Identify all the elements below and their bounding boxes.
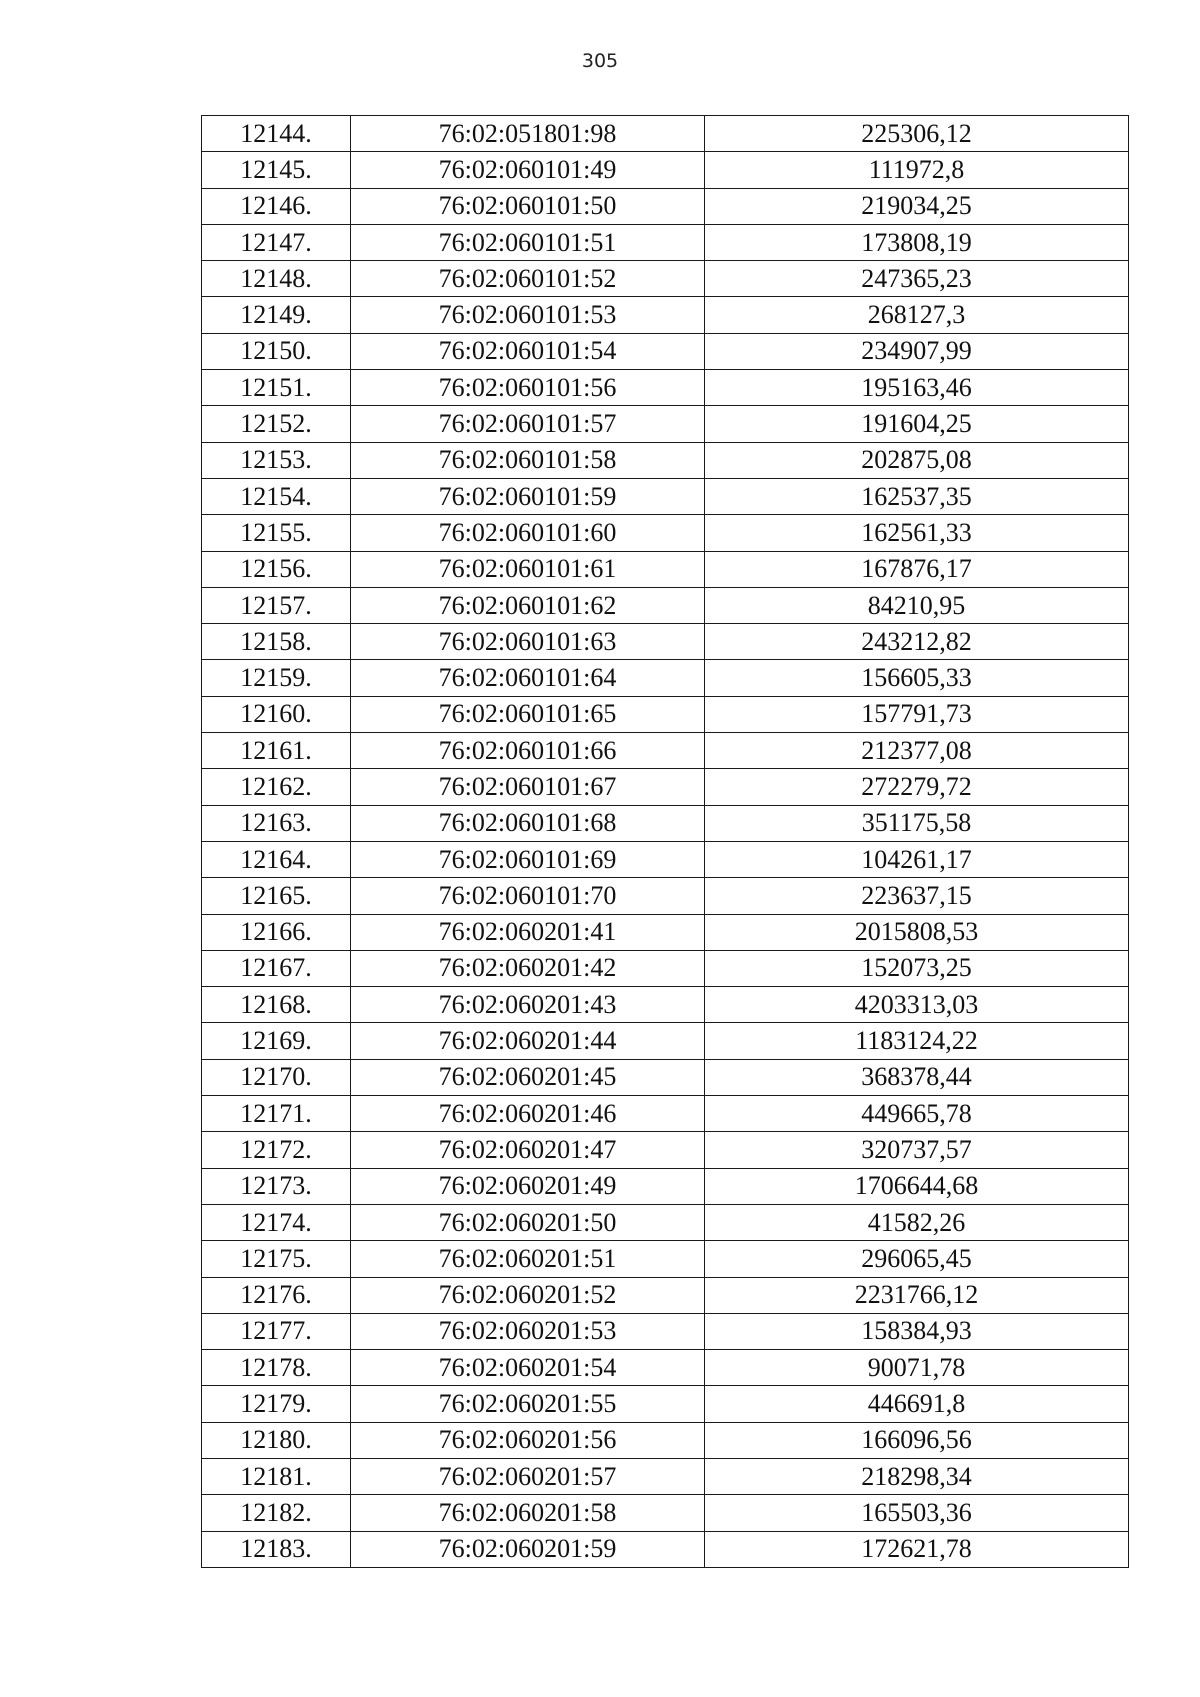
table-row [202, 224, 1129, 260]
row-number-cell: 12157. [202, 587, 351, 623]
row-number-cell: 12154. [202, 478, 351, 514]
cadastral-value-cell: 1706644,68 [705, 1168, 1129, 1204]
cadastral-number-cell: 76:02:060101:64 [351, 660, 705, 696]
cadastral-value-cell: 166096,56 [705, 1422, 1129, 1458]
table-row [202, 1023, 1129, 1059]
cadastral-value-cell: 202875,08 [705, 442, 1129, 478]
table-row [202, 478, 1129, 514]
cadastral-number-cell: 76:02:060101:65 [351, 696, 705, 732]
row-number-cell: 12173. [202, 1168, 351, 1204]
row-number-cell: 12148. [202, 261, 351, 297]
table-row [202, 1350, 1129, 1386]
cadastral-value-cell: 268127,3 [705, 297, 1129, 333]
cadastral-value-cell: 351175,58 [705, 805, 1129, 841]
table-row [202, 950, 1129, 986]
cadastral-value-cell: 1183124,22 [705, 1023, 1129, 1059]
cadastral-number-cell: 76:02:060101:58 [351, 442, 705, 478]
table-row [202, 333, 1129, 369]
cadastral-value-cell: 157791,73 [705, 696, 1129, 732]
table-row [202, 841, 1129, 877]
cadastral-number-cell: 76:02:060101:62 [351, 587, 705, 623]
cadastral-value-cell: 234907,99 [705, 333, 1129, 369]
cadastral-value-cell: 165503,36 [705, 1495, 1129, 1531]
cadastral-value-cell: 195163,46 [705, 370, 1129, 406]
row-number-cell: 12155. [202, 515, 351, 551]
cadastral-number-cell: 76:02:060201:55 [351, 1386, 705, 1422]
cadastral-number-cell: 76:02:060101:60 [351, 515, 705, 551]
cadastral-number-cell: 76:02:060101:68 [351, 805, 705, 841]
cadastral-number-cell: 76:02:060201:57 [351, 1458, 705, 1494]
table-row [202, 1386, 1129, 1422]
cadastral-number-cell: 76:02:060201:42 [351, 950, 705, 986]
cadastral-value-cell: 90071,78 [705, 1350, 1129, 1386]
cadastral-number-cell: 76:02:060101:66 [351, 733, 705, 769]
row-number-cell: 12165. [202, 878, 351, 914]
table-row [202, 515, 1129, 551]
table-row [202, 587, 1129, 623]
row-number-cell: 12160. [202, 696, 351, 732]
row-number-cell: 12161. [202, 733, 351, 769]
table-row [202, 1241, 1129, 1277]
cadastral-value-cell: 320737,57 [705, 1132, 1129, 1168]
table-body [202, 116, 1129, 1568]
cadastral-value-cell: 219034,25 [705, 188, 1129, 224]
cadastral-number-cell: 76:02:051801:98 [351, 116, 705, 152]
row-number-cell: 12150. [202, 333, 351, 369]
row-number-cell: 12172. [202, 1132, 351, 1168]
table-row [202, 297, 1129, 333]
table-row [202, 878, 1129, 914]
row-number-cell: 12183. [202, 1531, 351, 1567]
table-row [202, 1096, 1129, 1132]
table-row [202, 370, 1129, 406]
row-number-cell: 12162. [202, 769, 351, 805]
table-row [202, 1458, 1129, 1494]
table-row [202, 769, 1129, 805]
cadastral-number-cell: 76:02:060101:54 [351, 333, 705, 369]
cadastral-value-cell: 158384,93 [705, 1313, 1129, 1349]
row-number-cell: 12178. [202, 1350, 351, 1386]
cadastral-value-cell: 368378,44 [705, 1059, 1129, 1095]
row-number-cell: 12151. [202, 370, 351, 406]
table-row [202, 733, 1129, 769]
table-row [202, 1204, 1129, 1240]
row-number-cell: 12147. [202, 224, 351, 260]
cadastral-value-cell: 156605,33 [705, 660, 1129, 696]
cadastral-value-cell: 212377,08 [705, 733, 1129, 769]
row-number-cell: 12158. [202, 624, 351, 660]
cadastral-number-cell: 76:02:060101:51 [351, 224, 705, 260]
cadastral-value-cell: 162561,33 [705, 515, 1129, 551]
table-row [202, 261, 1129, 297]
row-number-cell: 12177. [202, 1313, 351, 1349]
cadastral-number-cell: 76:02:060201:47 [351, 1132, 705, 1168]
row-number-cell: 12164. [202, 841, 351, 877]
row-number-cell: 12152. [202, 406, 351, 442]
table-row [202, 1277, 1129, 1313]
cadastral-value-cell: 4203313,03 [705, 987, 1129, 1023]
row-number-cell: 12163. [202, 805, 351, 841]
cadastral-value-cell: 104261,17 [705, 841, 1129, 877]
cadastral-value-cell: 218298,34 [705, 1458, 1129, 1494]
row-number-cell: 12180. [202, 1422, 351, 1458]
cadastral-value-cell: 296065,45 [705, 1241, 1129, 1277]
cadastral-value-cell: 223637,15 [705, 878, 1129, 914]
cadastral-number-cell: 76:02:060201:43 [351, 987, 705, 1023]
row-number-cell: 12156. [202, 551, 351, 587]
cadastral-value-cell: 167876,17 [705, 551, 1129, 587]
row-number-cell: 12168. [202, 987, 351, 1023]
row-number-cell: 12170. [202, 1059, 351, 1095]
cadastral-number-cell: 76:02:060101:63 [351, 624, 705, 660]
row-number-cell: 12175. [202, 1241, 351, 1277]
table-row [202, 1132, 1129, 1168]
row-number-cell: 12179. [202, 1386, 351, 1422]
cadastral-number-cell: 76:02:060101:56 [351, 370, 705, 406]
table-row [202, 551, 1129, 587]
cadastral-number-cell: 76:02:060201:58 [351, 1495, 705, 1531]
row-number-cell: 12144. [202, 116, 351, 152]
table-row [202, 442, 1129, 478]
cadastral-value-cell: 243212,82 [705, 624, 1129, 660]
cadastral-value-cell: 152073,25 [705, 950, 1129, 986]
table-row [202, 152, 1129, 188]
table-row [202, 1168, 1129, 1204]
row-number-cell: 12182. [202, 1495, 351, 1531]
table-row [202, 987, 1129, 1023]
row-number-cell: 12159. [202, 660, 351, 696]
cadastral-number-cell: 76:02:060101:50 [351, 188, 705, 224]
row-number-cell: 12145. [202, 152, 351, 188]
cadastral-value-cell: 191604,25 [705, 406, 1129, 442]
cadastral-number-cell: 76:02:060201:56 [351, 1422, 705, 1458]
cadastral-value-cell: 41582,26 [705, 1204, 1129, 1240]
table-row [202, 805, 1129, 841]
cadastral-number-cell: 76:02:060201:53 [351, 1313, 705, 1349]
row-number-cell: 12166. [202, 914, 351, 950]
cadastral-number-cell: 76:02:060201:54 [351, 1350, 705, 1386]
cadastral-number-cell: 76:02:060201:49 [351, 1168, 705, 1204]
cadastral-value-cell: 2231766,12 [705, 1277, 1129, 1313]
table-row [202, 660, 1129, 696]
cadastral-number-cell: 76:02:060101:67 [351, 769, 705, 805]
cadastral-value-table [201, 115, 1129, 1568]
table-row [202, 914, 1129, 950]
table-row [202, 116, 1129, 152]
cadastral-number-cell: 76:02:060101:69 [351, 841, 705, 877]
row-number-cell: 12167. [202, 950, 351, 986]
cadastral-value-cell: 446691,8 [705, 1386, 1129, 1422]
table-row [202, 1313, 1129, 1349]
table-row [202, 406, 1129, 442]
cadastral-value-cell: 225306,12 [705, 116, 1129, 152]
cadastral-number-cell: 76:02:060101:52 [351, 261, 705, 297]
cadastral-value-cell: 272279,72 [705, 769, 1129, 805]
cadastral-value-cell: 172621,78 [705, 1531, 1129, 1567]
table-row [202, 1059, 1129, 1095]
cadastral-number-cell: 76:02:060101:70 [351, 878, 705, 914]
cadastral-value-cell: 247365,23 [705, 261, 1129, 297]
row-number-cell: 12174. [202, 1204, 351, 1240]
cadastral-number-cell: 76:02:060201:41 [351, 914, 705, 950]
cadastral-number-cell: 76:02:060101:61 [351, 551, 705, 587]
cadastral-number-cell: 76:02:060101:57 [351, 406, 705, 442]
cadastral-number-cell: 76:02:060201:59 [351, 1531, 705, 1567]
cadastral-number-cell: 76:02:060201:52 [351, 1277, 705, 1313]
cadastral-value-cell: 173808,19 [705, 224, 1129, 260]
table-row [202, 188, 1129, 224]
cadastral-number-cell: 76:02:060101:49 [351, 152, 705, 188]
row-number-cell: 12181. [202, 1458, 351, 1494]
row-number-cell: 12146. [202, 188, 351, 224]
table-row [202, 1422, 1129, 1458]
page-number: 305 [581, 50, 619, 72]
cadastral-number-cell: 76:02:060201:50 [351, 1204, 705, 1240]
cadastral-number-cell: 76:02:060201:46 [351, 1096, 705, 1132]
cadastral-number-cell: 76:02:060201:44 [351, 1023, 705, 1059]
row-number-cell: 12153. [202, 442, 351, 478]
row-number-cell: 12176. [202, 1277, 351, 1313]
cadastral-number-cell: 76:02:060201:51 [351, 1241, 705, 1277]
row-number-cell: 12171. [202, 1096, 351, 1132]
row-number-cell: 12149. [202, 297, 351, 333]
table-row [202, 696, 1129, 732]
cadastral-value-cell: 162537,35 [705, 478, 1129, 514]
cadastral-number-cell: 76:02:060101:53 [351, 297, 705, 333]
table-row [202, 624, 1129, 660]
cadastral-value-cell: 2015808,53 [705, 914, 1129, 950]
table-row [202, 1495, 1129, 1531]
table-row [202, 1531, 1129, 1567]
cadastral-value-cell: 449665,78 [705, 1096, 1129, 1132]
cadastral-value-cell: 111972,8 [705, 152, 1129, 188]
cadastral-value-cell: 84210,95 [705, 587, 1129, 623]
cadastral-number-cell: 76:02:060201:45 [351, 1059, 705, 1095]
cadastral-number-cell: 76:02:060101:59 [351, 478, 705, 514]
row-number-cell: 12169. [202, 1023, 351, 1059]
